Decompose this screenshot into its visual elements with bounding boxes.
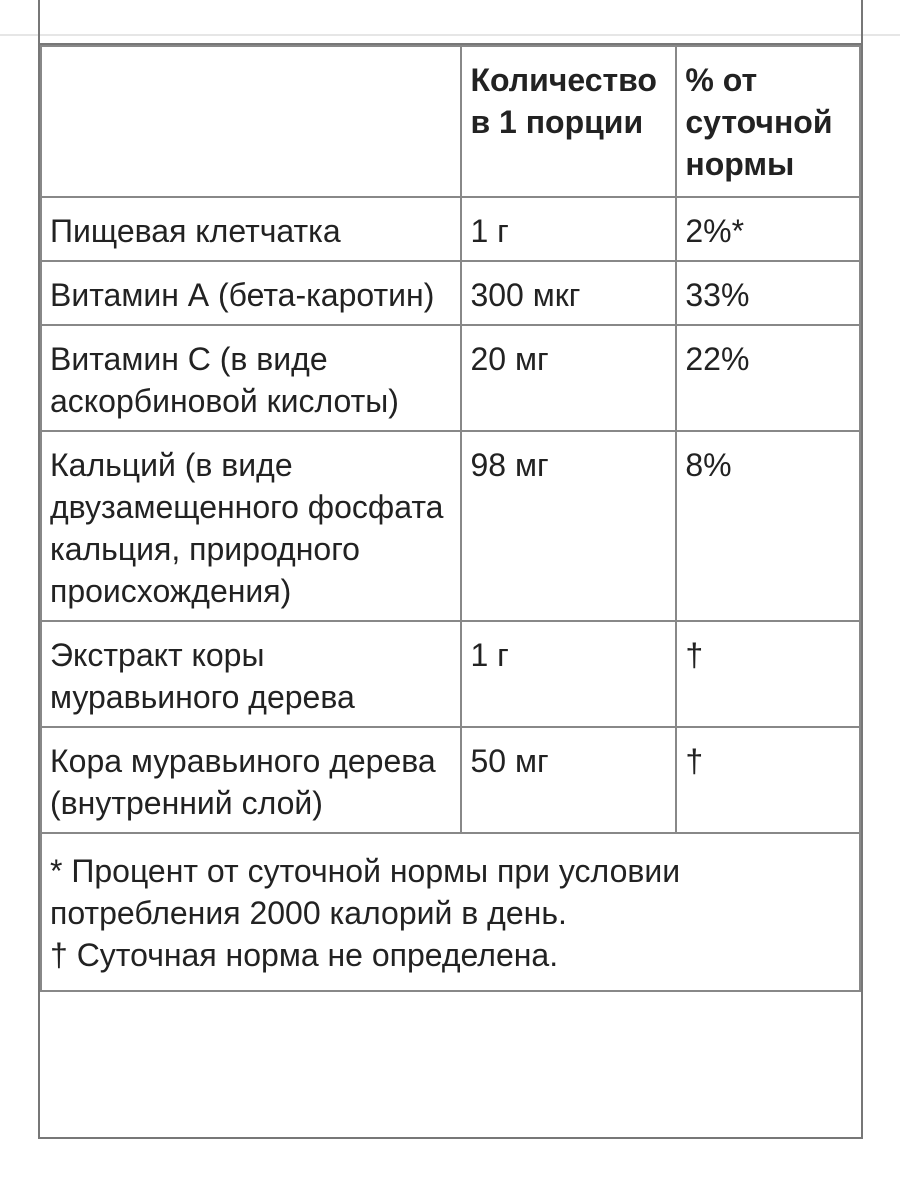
- header-dv-line3: нормы: [685, 146, 795, 182]
- daily-value-cell: †: [676, 621, 860, 727]
- supplement-facts-table: [40, 45, 861, 992]
- header-dv-line2: суточной: [685, 104, 833, 140]
- header-amount-cell: [461, 46, 676, 197]
- amount-cell: 300 мкг: [461, 261, 676, 325]
- amount-cell: 98 мг: [461, 431, 676, 621]
- amount-cell: 1 г: [461, 621, 676, 727]
- header-amount-line1: Количество: [470, 62, 657, 98]
- table-row: [41, 197, 860, 261]
- header-ingredient-cell: [41, 46, 461, 197]
- amount-cell: 20 мг: [461, 325, 676, 431]
- table-header-row: [41, 46, 860, 197]
- footnote-daily-value-basis: * Процент от суточной нормы при условии потребления 2000 калорий в день.: [50, 853, 681, 931]
- ingredient-cell: Витамин С (в виде аскорбиновой кислоты): [41, 325, 461, 431]
- ingredient-cell: Пищевая клетчатка: [41, 197, 461, 261]
- table-row: [41, 325, 860, 431]
- ingredient-cell: Кора муравьиного дерева (внутренний слой): [41, 727, 461, 833]
- table-row: [41, 431, 860, 621]
- table-row: [41, 727, 860, 833]
- header-dv-line1: % от: [685, 62, 758, 98]
- table-row: [41, 261, 860, 325]
- table-row: [41, 621, 860, 727]
- cropped-header-area: [40, 0, 861, 45]
- daily-value-cell: 2%*: [676, 197, 860, 261]
- amount-cell: 1 г: [461, 197, 676, 261]
- footnote-not-established: † Суточная норма не определена.: [50, 937, 559, 973]
- footnote-row: [41, 833, 860, 991]
- supplement-facts-panel: [38, 0, 863, 1139]
- daily-value-cell: 22%: [676, 325, 860, 431]
- daily-value-cell: 33%: [676, 261, 860, 325]
- ingredient-cell: Кальций (в виде двузамещенного фосфата кальция, природного происхождения): [41, 431, 461, 621]
- header-amount-line2: в 1 порции: [470, 104, 644, 140]
- ingredient-cell: Витамин А (бета-каротин): [41, 261, 461, 325]
- daily-value-cell: †: [676, 727, 860, 833]
- footnote-cell: [41, 833, 860, 991]
- ingredient-cell: Экстракт коры муравьиного дерева: [41, 621, 461, 727]
- daily-value-cell: 8%: [676, 431, 860, 621]
- amount-cell: 50 мг: [461, 727, 676, 833]
- header-daily-value-cell: [676, 46, 860, 197]
